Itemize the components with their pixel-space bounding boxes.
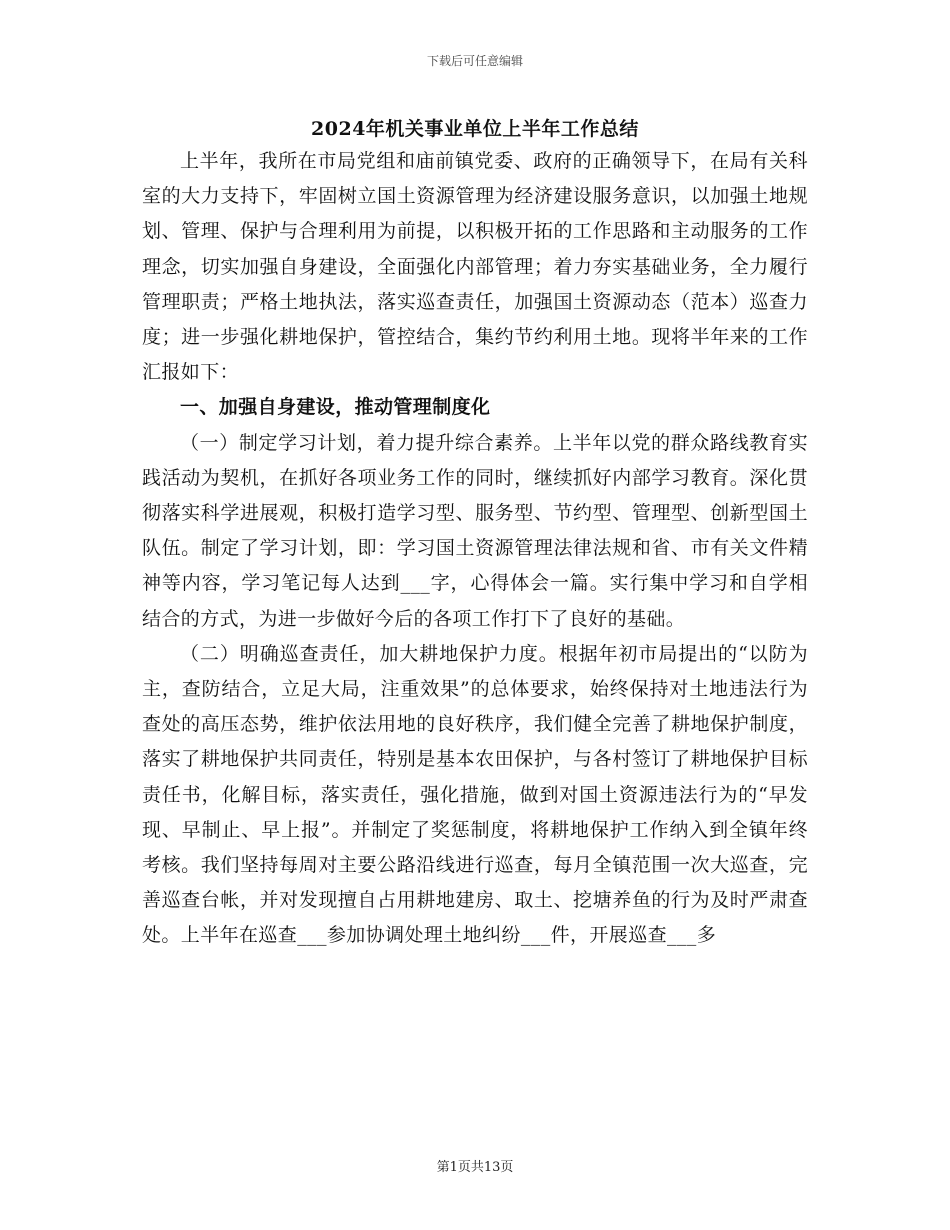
page-header-note: 下载后可任意编辑 [426, 54, 523, 68]
document-title: 2024年机关事业单位上半年工作总结 [311, 118, 639, 140]
subsection-paragraph-2: （二）明确巡查责任，加大耕地保护力度。根据年初市局提出的“以防为主，查防结合，立足大局，注重效果”的总体要求，始终保持对土地违法行为查处的高压态势，维护依法用地的良好秩序，我们健全完善了耕地保护制度，落实了耕地保护共同责任，特别是基本农田保护，与各村签订了耕地保护目标责任书，化解目标，落实责任，强化措施，做到对国土资源违法行为的“早发现、早制止、早上报”。并制定了奖惩制度，将耕地保护工作纳入到全镇年终考核。我们坚持每周对主要公路沿线进行巡查，每月全镇范围一次大巡查，完善巡查台帐，并对发现擅自占用耕地建房、取土、挖塘养鱼的行为及时严肃查处。上半年在巡查___参加协调处理土地纠纷___件，开展巡查___多 [142, 642, 808, 947]
intro-paragraph: 上半年，我所在市局党组和庙前镇党委、政府的正确领导下，在局有关科室的大力支持下，牢固树立国土资源管理为经济建设服务意识，以加强土地规划、管理、保护与合理利用为前提，以积极开拓的工作思路和主动服务的工作理念，切实加强自身建设，全面强化内部管理；着力夯实基础业务，全力履行管理职责；严格土地执法，落实巡查责任，加强国土资源动态（范本）巡查力度；进一步强化耕地保护，管控结合，集约节约利用土地。现将半年来的工作汇报如下： [142, 150, 808, 384]
section-heading: 一、加强自身建设，推动管理制度化 [180, 396, 491, 419]
subsection-paragraph-1: （一）制定学习计划，着力提升综合素养。上半年以党的群众路线教育实践活动为契机，在抓好各项业务工作的同时，继续抓好内部学习教育。深化贯彻落实科学进展观，积极打造学习型、服务型、节约型、管理型、创新型国土队伍。制定了学习计划，即：学习国土资源管理法律法规和省、市有关文件精神等内容，学习笔记每人达到___字，心得体会一篇。实行集中学习和自学相结合的方式，为进一步做好今后的各项工作打下了良好的基础。 [142, 431, 808, 630]
page-number-footer: 第1页共13页 [436, 1160, 514, 1175]
document-body [142, 144, 808, 954]
